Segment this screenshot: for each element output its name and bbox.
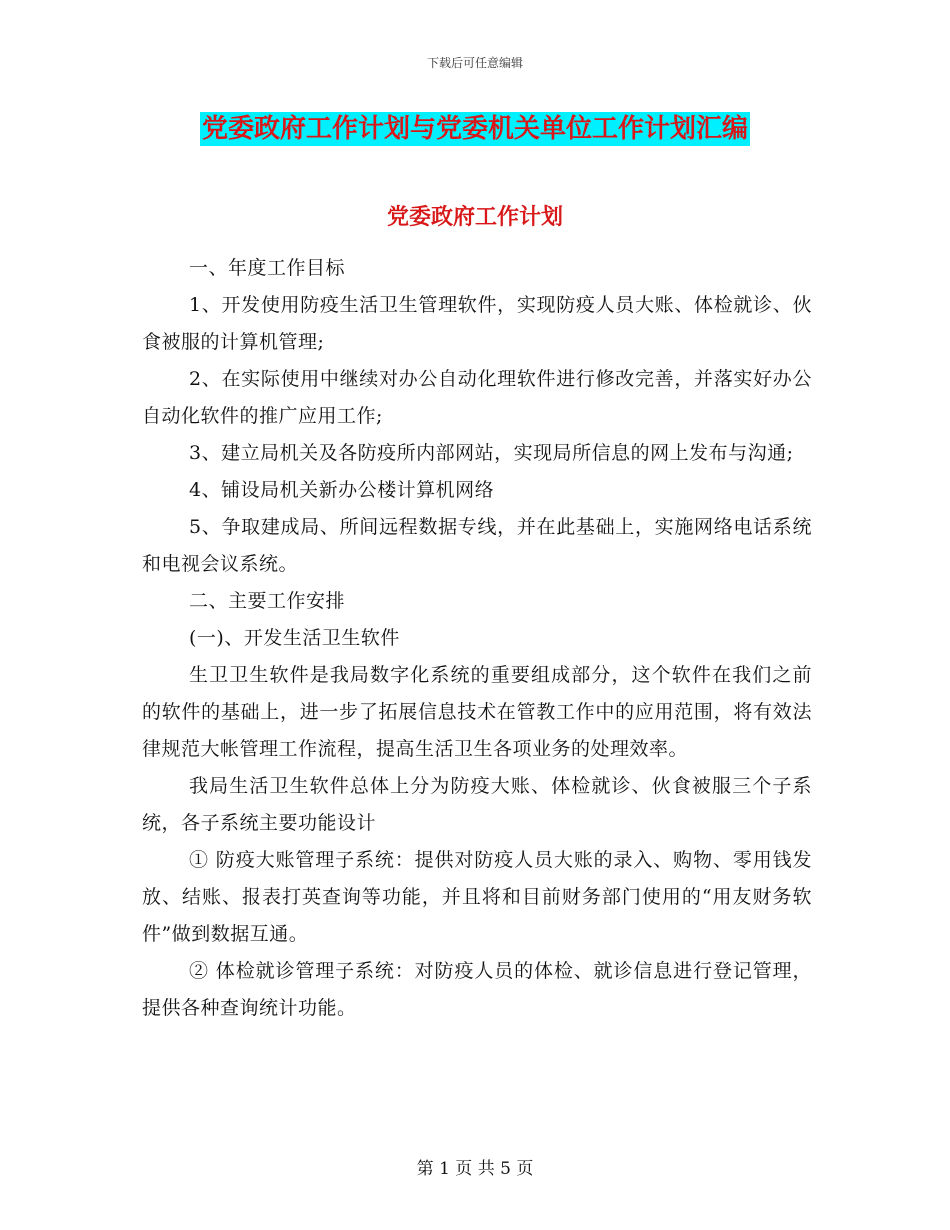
paragraph: 1、开发使用防疫生活卫生管理软件，实现防疫人员大账、体检就诊、伙食被服的计算机管理; xyxy=(142,294,812,353)
paragraph: 2、在实际使用中继续对办公自动化理软件进行修改完善，并落实好办公自动化软件的推广应用工作; xyxy=(142,368,812,427)
main-title-wrap xyxy=(0,112,950,146)
paragraph: 4、铺设局机关新办公楼计算机网络 xyxy=(189,479,495,501)
paragraph: 一、年度工作目标 xyxy=(189,257,346,279)
paragraph: 二、主要工作安排 xyxy=(189,590,346,612)
paragraph: (一)、开发生活卫生软件 xyxy=(189,627,400,649)
paragraph: 5、争取建成局、所间远程数据专线，并在此基础上，实施网络电话系统和电视会议系统。 xyxy=(142,516,812,575)
main-title: 党委政府工作计划与党委机关单位工作计划汇编 xyxy=(201,114,748,144)
paragraph: ② 体检就诊管理子系统：对防疫人员的体检、就诊信息进行登记管理，提供各种查询统计功能。 xyxy=(142,960,812,1019)
paragraph: ① 防疫大账管理子系统：提供对防疫人员大账的录入、购物、零用钱发放、结账、报表打英查询等功能，并且将和目前财务部门使用的“用友财务软件”做到数据互通。 xyxy=(142,849,812,945)
paragraph: 3、建立局机关及各防疫所内部网站，实现局所信息的网上发布与沟通; xyxy=(189,442,794,464)
page-footer: 第 1 页 共 5 页 xyxy=(416,1159,534,1179)
paragraph: 我局生活卫生软件总体上分为防疫大账、体检就诊、伙食被服三个子系统，各子系统主要功能设计 xyxy=(142,775,812,834)
section-title: 党委政府工作计划 xyxy=(386,204,563,230)
header-note: 下载后可任意编辑 xyxy=(426,56,523,70)
document-body xyxy=(142,250,812,1027)
paragraph: 生卫卫生软件是我局数字化系统的重要组成部分，这个软件在我们之前的软件的基础上，进一步了拓展信息技术在管教工作中的应用范围，将有效法律规范大帐管理工作流程，提高生活卫生各项业务的处理效率。 xyxy=(142,664,812,760)
